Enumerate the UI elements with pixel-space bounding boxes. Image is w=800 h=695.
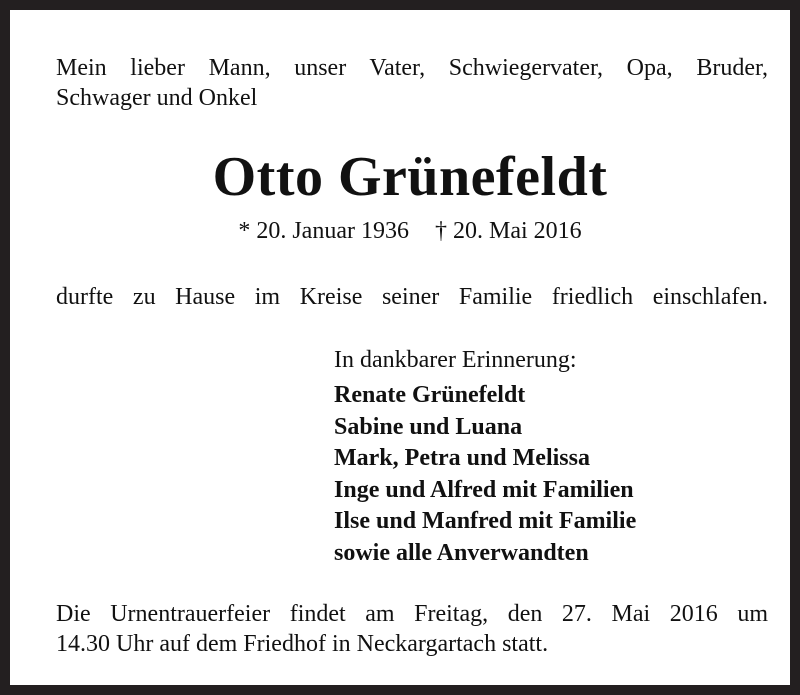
mourner-item: Mark, Petra und Melissa	[334, 445, 590, 471]
mourner-item: Renate Grünefeldt	[334, 382, 526, 408]
funeral-line-2: 14.30 Uhr auf dem Friedhof in Neckargartach statt.	[56, 631, 549, 657]
deceased-name: Otto Grünefeldt	[212, 146, 608, 208]
death-date: † 20. Mai 2016	[434, 218, 582, 244]
birth-date: * 20. Januar 1936	[238, 218, 409, 244]
memory-heading: In dankbarer Erinnerung:	[334, 347, 577, 373]
mourners-list	[334, 380, 636, 569]
mourner-item: Sabine und Luana	[334, 413, 523, 440]
passing-statement: durfte zu Hause im Kreise seiner Familie friedlich einschlafen.	[56, 284, 768, 310]
mourner-item: sowie alle Anverwandten	[334, 539, 589, 566]
intro-line-2: Schwager und Onkel	[56, 85, 258, 111]
funeral-info	[56, 599, 768, 659]
intro-text	[56, 53, 768, 113]
intro-line-1: Mein lieber Mann, unser Vater, Schwiegervater, Opa, Bruder,	[56, 55, 768, 81]
funeral-line-1: Die Urnentrauerfeier findet am Freitag, den 27. Mai 2016 um	[56, 601, 768, 627]
mourner-item: Ilse und Manfred mit Familie	[334, 508, 637, 534]
life-dates	[10, 216, 800, 246]
mourner-item: Inge und Alfred mit Familien	[334, 476, 634, 503]
